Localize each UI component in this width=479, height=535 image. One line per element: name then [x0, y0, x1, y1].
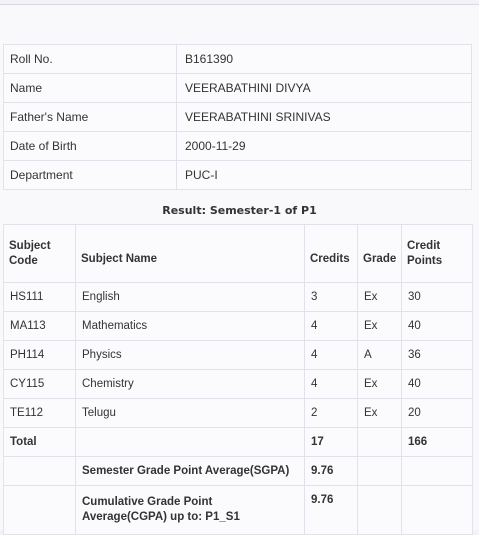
subject-code: PH114	[4, 341, 76, 370]
table-row	[4, 370, 473, 399]
sgpa-row	[4, 457, 473, 486]
result-header-row	[4, 225, 473, 283]
cgpa-value: 9.76	[305, 486, 358, 535]
sgpa-value: 9.76	[305, 457, 358, 486]
info-label: Father's Name	[4, 103, 177, 132]
credit-points: 30	[402, 283, 473, 312]
result-title: Result: Semester-1 of P1	[162, 204, 317, 217]
subject-name: Physics	[76, 341, 305, 370]
info-row-father	[4, 103, 472, 132]
credits: 4	[305, 341, 358, 370]
subject-name: Telugu	[76, 399, 305, 428]
credits: 2	[305, 399, 358, 428]
info-value: VEERABATHINI SRINIVAS	[177, 103, 472, 132]
credit-points: 36	[402, 341, 473, 370]
credit-points: 40	[402, 312, 473, 341]
cgpa-row	[4, 486, 473, 535]
credit-points: 40	[402, 370, 473, 399]
info-value: B161390	[177, 45, 472, 74]
total-label: Total	[4, 428, 76, 457]
subject-name: Chemistry	[76, 370, 305, 399]
cgpa-label: Cumulative Grade Point Average(CGPA) up to: P1_S1	[76, 486, 305, 535]
credits: 4	[305, 370, 358, 399]
info-label: Department	[4, 161, 177, 190]
info-row-department	[4, 161, 472, 190]
subject-name: English	[76, 283, 305, 312]
info-label: Date of Birth	[4, 132, 177, 161]
subject-code: TE112	[4, 399, 76, 428]
sgpa-empty	[4, 457, 76, 486]
info-label: Name	[4, 74, 177, 103]
total-credit-points: 166	[402, 428, 473, 457]
table-row	[4, 312, 473, 341]
credits: 3	[305, 283, 358, 312]
subject-code: MA113	[4, 312, 76, 341]
result-table	[3, 224, 473, 535]
cgpa-grade-empty	[358, 486, 402, 535]
info-value: 2000-11-29	[177, 132, 472, 161]
sgpa-label: Semester Grade Point Average(SGPA)	[76, 457, 305, 486]
header-grade: Grade	[358, 225, 402, 283]
header-credits: Credits	[305, 225, 358, 283]
header-credit-points: Credit Points	[402, 225, 473, 283]
grade: Ex	[358, 312, 402, 341]
sgpa-points-empty	[402, 457, 473, 486]
info-value: PUC-I	[177, 161, 472, 190]
info-value: VEERABATHINI DIVYA	[177, 74, 472, 103]
info-row-name	[4, 74, 472, 103]
subject-code: CY115	[4, 370, 76, 399]
total-credits: 17	[305, 428, 358, 457]
table-row	[4, 341, 473, 370]
total-grade-empty	[358, 428, 402, 457]
total-empty	[76, 428, 305, 457]
credit-points: 20	[402, 399, 473, 428]
header-subject-code: Subject Code	[4, 225, 76, 283]
grade: Ex	[358, 399, 402, 428]
grade: A	[358, 341, 402, 370]
info-row-roll	[4, 45, 472, 74]
subject-code: HS111	[4, 283, 76, 312]
header-subject-name: Subject Name	[76, 225, 305, 283]
grade: Ex	[358, 283, 402, 312]
sgpa-grade-empty	[358, 457, 402, 486]
subject-name: Mathematics	[76, 312, 305, 341]
total-row	[4, 428, 473, 457]
student-info-table	[3, 44, 472, 190]
table-row	[4, 399, 473, 428]
credits: 4	[305, 312, 358, 341]
grade: Ex	[358, 370, 402, 399]
cgpa-points-empty	[402, 486, 473, 535]
info-label: Roll No.	[4, 45, 177, 74]
table-row	[4, 283, 473, 312]
info-row-dob	[4, 132, 472, 161]
cgpa-empty	[4, 486, 76, 535]
